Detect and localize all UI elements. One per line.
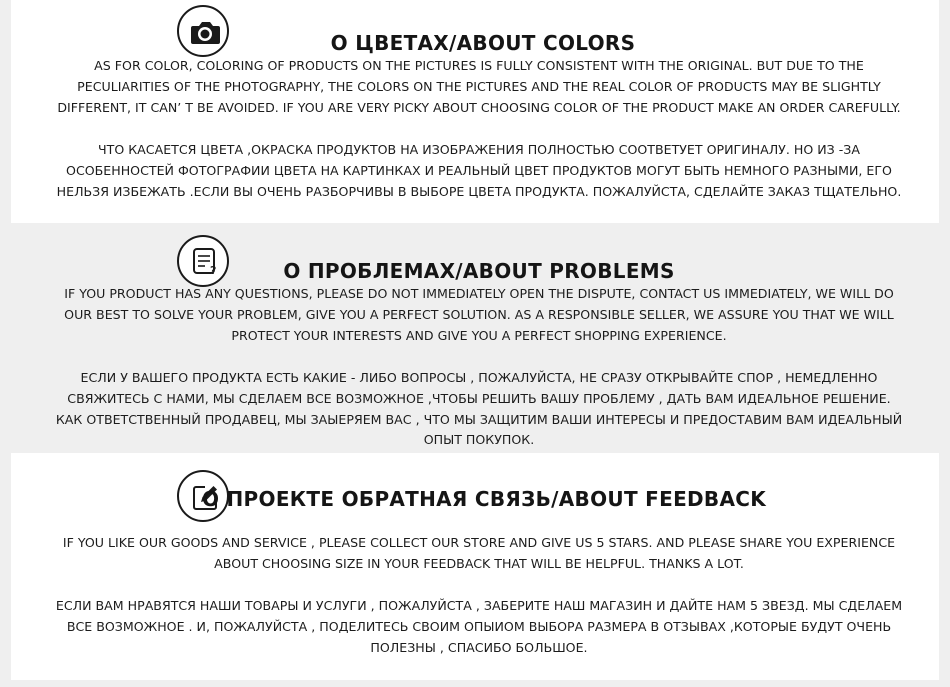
section-about-feedback	[11, 453, 939, 680]
svg-text:?: ?	[210, 264, 217, 277]
section-text-english: IF YOU PRODUCT HAS ANY QUESTIONS, PLEASE DO NOT IMMEDIATELY OPEN THE DISPUTE, CONTACT US IMMEDIATELY, WE WILL DO OUR BEST TO SOLVE YOUR PROBLEM, GIVE YOU A PERFECT SOLUTION. AS A RESPONSIBLE SELLER, WE ASSURE YOU THAT WE WILL PROTECT YOUR INTERESTS AND GIVE YOU A PERFECT SHOPPING EXPERIENCE.	[64, 286, 894, 343]
section-text-russian: ЕСЛИ ВАМ НРАВЯТСЯ НАШИ ТОВАРЫ И УСЛУГИ , ПОЖАЛУЙСТА , ЗАБЕРИТЕ НАШ МАГАЗИН И ДАЙТЕ НАМ 5 ЗВЕЗД. МЫ СДЕЛАЕМ ВСЕ ВОЗМОЖНОЕ . И, ПОЖАЛУЙСТА , ПОДЕЛИТЕСЬ СВОИМ ОПЫИОМ ВЫБОРА РАЗМЕРА В ОТЗЫВАХ ,КОТОРЫЕ БУДУТ ОЧЕНЬ ПОЛЕЗНЫ , СПАСИБО БОЛЬШОЕ.	[55, 598, 903, 655]
section-title: О ПРОБЛЕМАХ/ABOUT PROBLEMS	[283, 259, 675, 283]
section-title: О ЦВЕТАХ/ABOUT COLORS	[330, 31, 636, 55]
section-text-russian: ЕСЛИ У ВАШЕГО ПРОДУКТА ЕСТЬ КАКИЕ - ЛИБО ВОПРОСЫ , ПОЖАЛУЙСТА, НЕ СРАЗУ ОТКРЫВАЙТЕ СПОР , НЕМЕДЛЕННО СВЯЖИТЕСЬ С НАМИ, МЫ СДЕЛАЕМ ВСЕ ВОЗМОЖНОЕ ,ЧТОБЫ РЕШИТЬ ВАШУ ПРОБЛЕМУ , ДАТЬ ВАМ ИДЕАЛЬНОЕ РЕШЕНИЕ. КАК ОТВЕТСТВЕННЫЙ ПРОДАВЕЦ, МЫ ЗАЫЕРЯЕМ ВАС , ЧТО МЫ ЗАЩИТИМ ВАШИ ИНТЕРЕСЫ И ПРЕДОСТАВИМ ВАМ ИДЕАЛЬНЫЙ ОПЫТ ПОКУПОК.	[55, 370, 903, 448]
section-text-english: AS FOR COLOR, COLORING OF PRODUCTS ON THE PICTURES IS FULLY CONSISTENT WITH THE ORIGINAL. BUT DUE TO THE PECULIARITIES OF THE PHOTOGRAPHY, THE COLORS ON THE PICTURES AND THE REAL COLOR OF PRODUCTS MAY BE SLIGHTLY DIFFERENT, IT CAN’ T BE AVOIDED. IF YOU ARE VERY PICKY ABOUT CHOOSING COLOR OF THE PRODUCT MAKE AN ORDER CAREFULLY.	[57, 58, 901, 115]
section-title	[11, 487, 939, 511]
section-text-russian: ЧТО КАСАЕТСЯ ЦВЕТА ,ОКРАСКА ПРОДУКТОВ НА ИЗОБРАЖЕНИЯ ПОЛНОСТЬЮ СООТВЕТУЕТ ОРИГИНАЛУ. НО ИЗ -ЗА ОСОБЕННОСТЕЙ ФОТОГРАФИИ ЦВЕТА НА КАРТИНКАХ И РЕАЛЬНЫЙ ЦВЕТ ПРОДУКТОВ МОГУТ БЫТЬ НЕМНОГО РАЗНЫМИ, ЕГО НЕЛЬЗЯ ИЗБЕЖАТЬ .ЕСЛИ ВЫ ОЧЕНЬ РАЗБОРЧИВЫ В ВЫБОРЕ ЦВЕТА ПРОДУКТА. ПОЖАЛУЙСТА, СДЕЛАЙТЕ ЗАКАЗ ТЩАТЕЛЬНО.	[56, 142, 902, 199]
section-about-problems	[11, 229, 939, 451]
section-text-english: IF YOU LIKE OUR GOODS AND SERVICE , PLEASE COLLECT OUR STORE AND GIVE US 5 STARS. AND PLEASE SHARE YOU EXPERIENCE ABOUT CHOOSING SIZE IN YOUR FEEDBACK THAT WILL BE HELPFUL. THANKS A LOT.	[62, 535, 896, 571]
section-title-text: О ПРОЕКТЕ ОБРАТНАЯ СВЯЗЬ/ABOUT FEEDBACK	[201, 487, 767, 511]
section-about-colors	[11, 0, 939, 223]
